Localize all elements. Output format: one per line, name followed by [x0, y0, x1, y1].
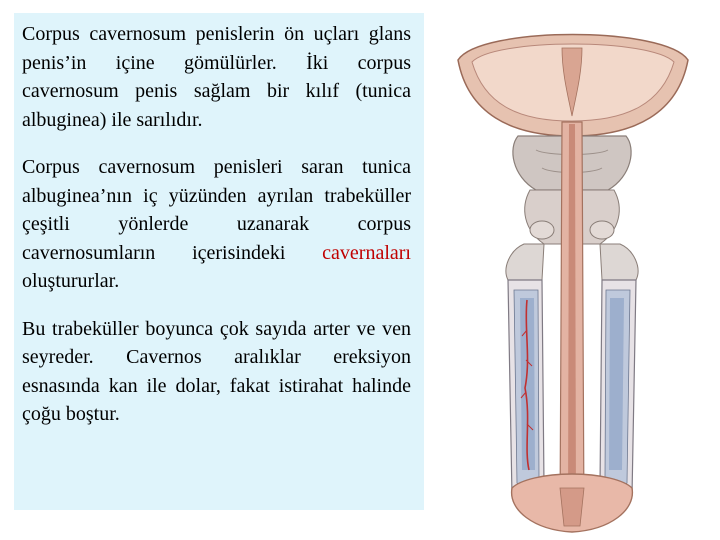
paragraph-2-text-after: oluştururlar. [22, 270, 120, 292]
cavernalar-highlight: cavernaları [322, 241, 411, 264]
anatomical-illustration [450, 18, 695, 533]
paragraph-2 [22, 153, 411, 296]
text-panel [14, 13, 424, 510]
paragraph-1: Corpus cavernosum penislerin ön uçları glans penis’in içine gömülürler. İki corpus cavernosum penis sağlam bir kılıf (tunica albuginea) ile sarılıdır. [22, 23, 411, 131]
paragraph-3: Bu trabeküller boyunca çok sayıda arter ve ven seyreder. Cavernos aralıklar ereksiyon esnasında kan ile dolar, fakat istirahat halinde çoğu boştur. [22, 317, 411, 425]
anatomical-illustration-icon [450, 18, 695, 533]
paragraph-2-text-before: Corpus cavernosum penisleri saran tunica albuginea’nın iç yüzünden ayrılan trabeküller çeşitli yönlerde uzanarak corpus cavernosumların içerisindeki [22, 156, 411, 264]
